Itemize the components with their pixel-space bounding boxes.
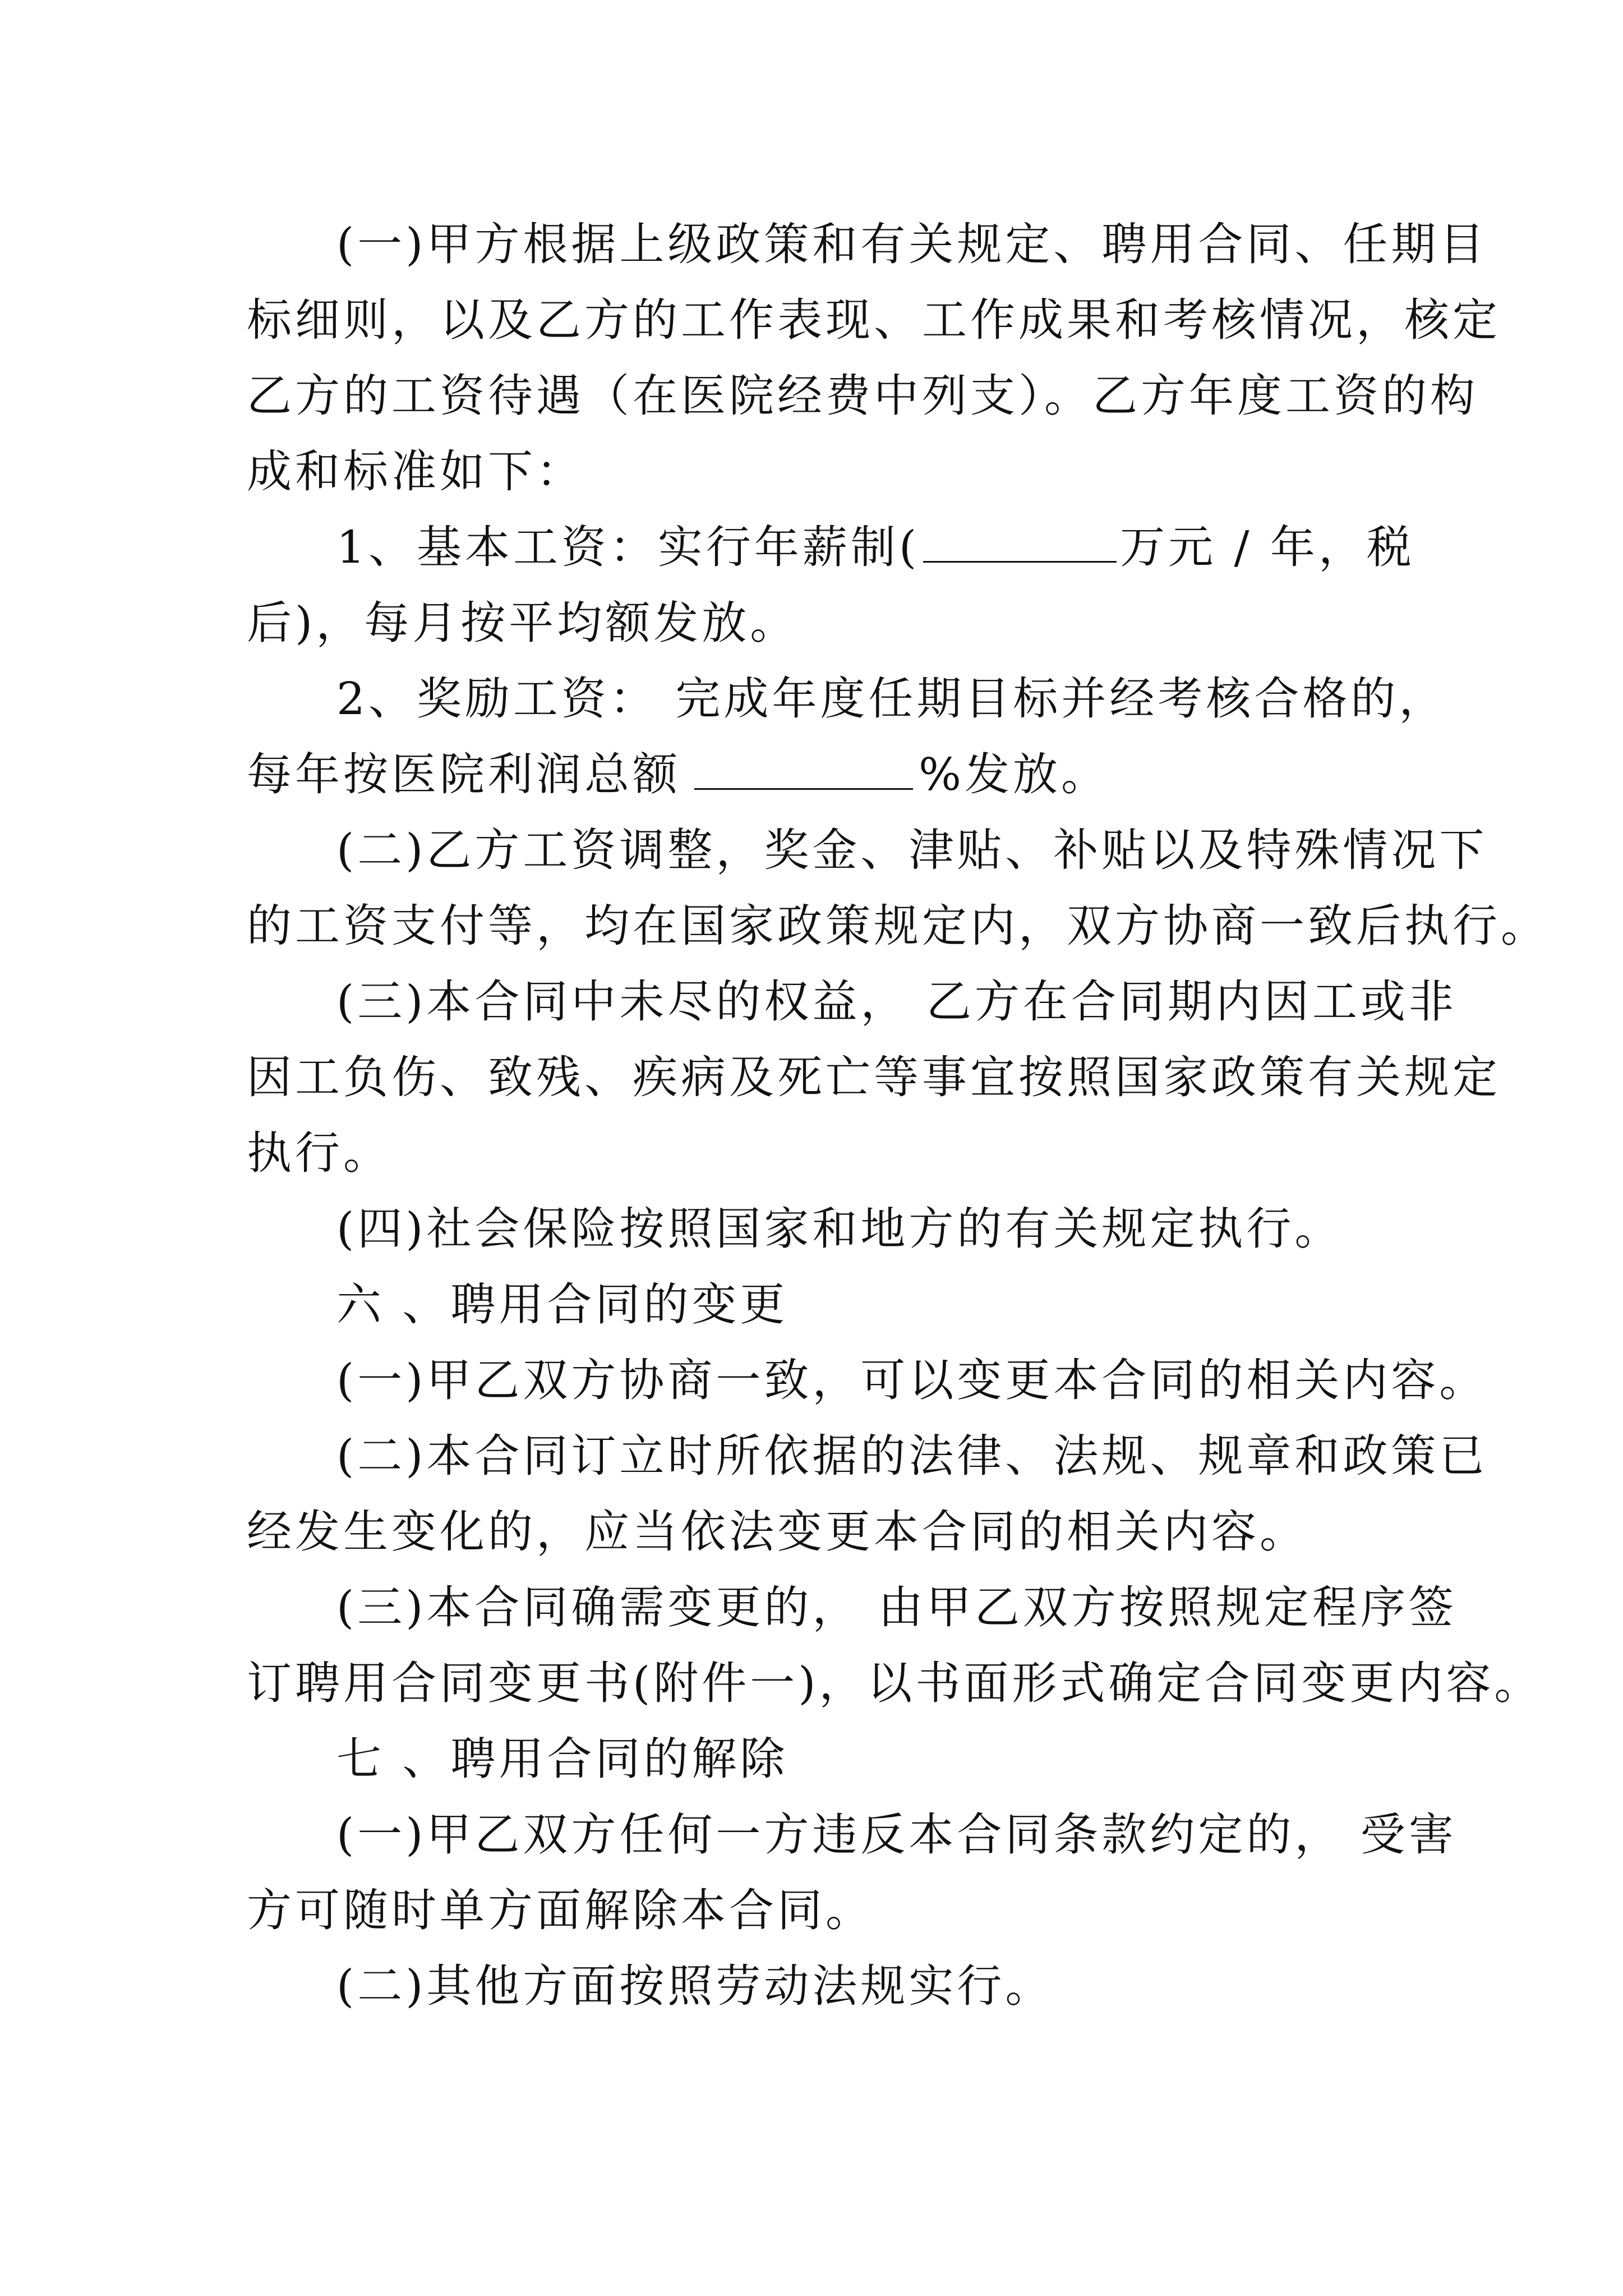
annual-salary-blank-field[interactable]: [923, 516, 1117, 563]
text-line: (二)其他方面按照劳动法规实行。: [336, 1960, 1054, 2012]
text-line: 成和标准如下：: [247, 445, 584, 498]
bonus-salary-line: 2、奖励工资： 完成年度任期目标并经考核合格的，: [336, 673, 1447, 725]
text-line: (二)乙方工资调整，奖金、津贴、补贴以及特殊情况下: [336, 824, 1488, 876]
text-line: 执行。: [247, 1127, 391, 1179]
basic-salary-line: [247, 509, 1415, 585]
document-body: [247, 206, 1549, 2024]
text-line: 的工资支付等，均在国家政策规定内，双方协商一致后执行。: [247, 900, 1549, 952]
text-line: 后)，每月按平均额发放。: [247, 597, 799, 649]
bonus-prefix: 每年按医院利润总额: [247, 748, 681, 800]
text-line: (二)本合同订立时所依据的法律、法规、规章和政策已: [336, 1430, 1488, 1482]
text-line: (一)甲方根据上级政策和有关规定、聘用合同、任期目: [336, 218, 1488, 270]
text-line: 方可随时单方面解除本合同。: [247, 1884, 874, 1936]
text-line: (四)社会保险按照国家和地方的有关规定执行。: [336, 1203, 1343, 1255]
section-heading-contract-change: 六 、聘用合同的变更: [336, 1278, 789, 1331]
section-heading-contract-termination: 七 、聘用合同的解除: [336, 1733, 789, 1785]
text-line: (一)甲乙双方任何一方违反本合同条款约定的， 受害: [336, 1809, 1457, 1861]
text-line: 订聘用合同变更书(附件一)，以书面形式确定合同变更内容。: [247, 1657, 1543, 1709]
basic-salary-prefix: 1、基本工资：实行年薪制(: [336, 521, 920, 573]
text-line: 标细则，以及乙方的工作表现、工作成果和考核情况，核定: [247, 294, 1501, 346]
profit-percentage-blank-field[interactable]: [694, 743, 913, 790]
text-line: (三)本合同中未尽的权益， 乙方在合同期内因工或非: [336, 976, 1457, 1028]
text-line: 乙方的工资待遇（在医院经费中列支）。乙方年度工资的构: [247, 370, 1478, 422]
basic-salary-suffix: 万元 / 年，税: [1120, 521, 1415, 573]
text-line: 因工负伤、致残、疾病及死亡等事宜按照国家政策有关规定: [247, 1051, 1501, 1103]
text-line: 经发生变化的，应当依法变更本合同的相关内容。: [247, 1506, 1308, 1558]
text-line: (一)甲乙双方协商一致，可以变更本合同的相关内容。: [336, 1354, 1488, 1406]
bonus-percentage-line: [247, 737, 1385, 812]
text-line: (三)本合同确需变更的， 由甲乙双方按照规定程序签: [336, 1581, 1457, 1634]
bonus-suffix: %发放。: [919, 748, 1110, 800]
